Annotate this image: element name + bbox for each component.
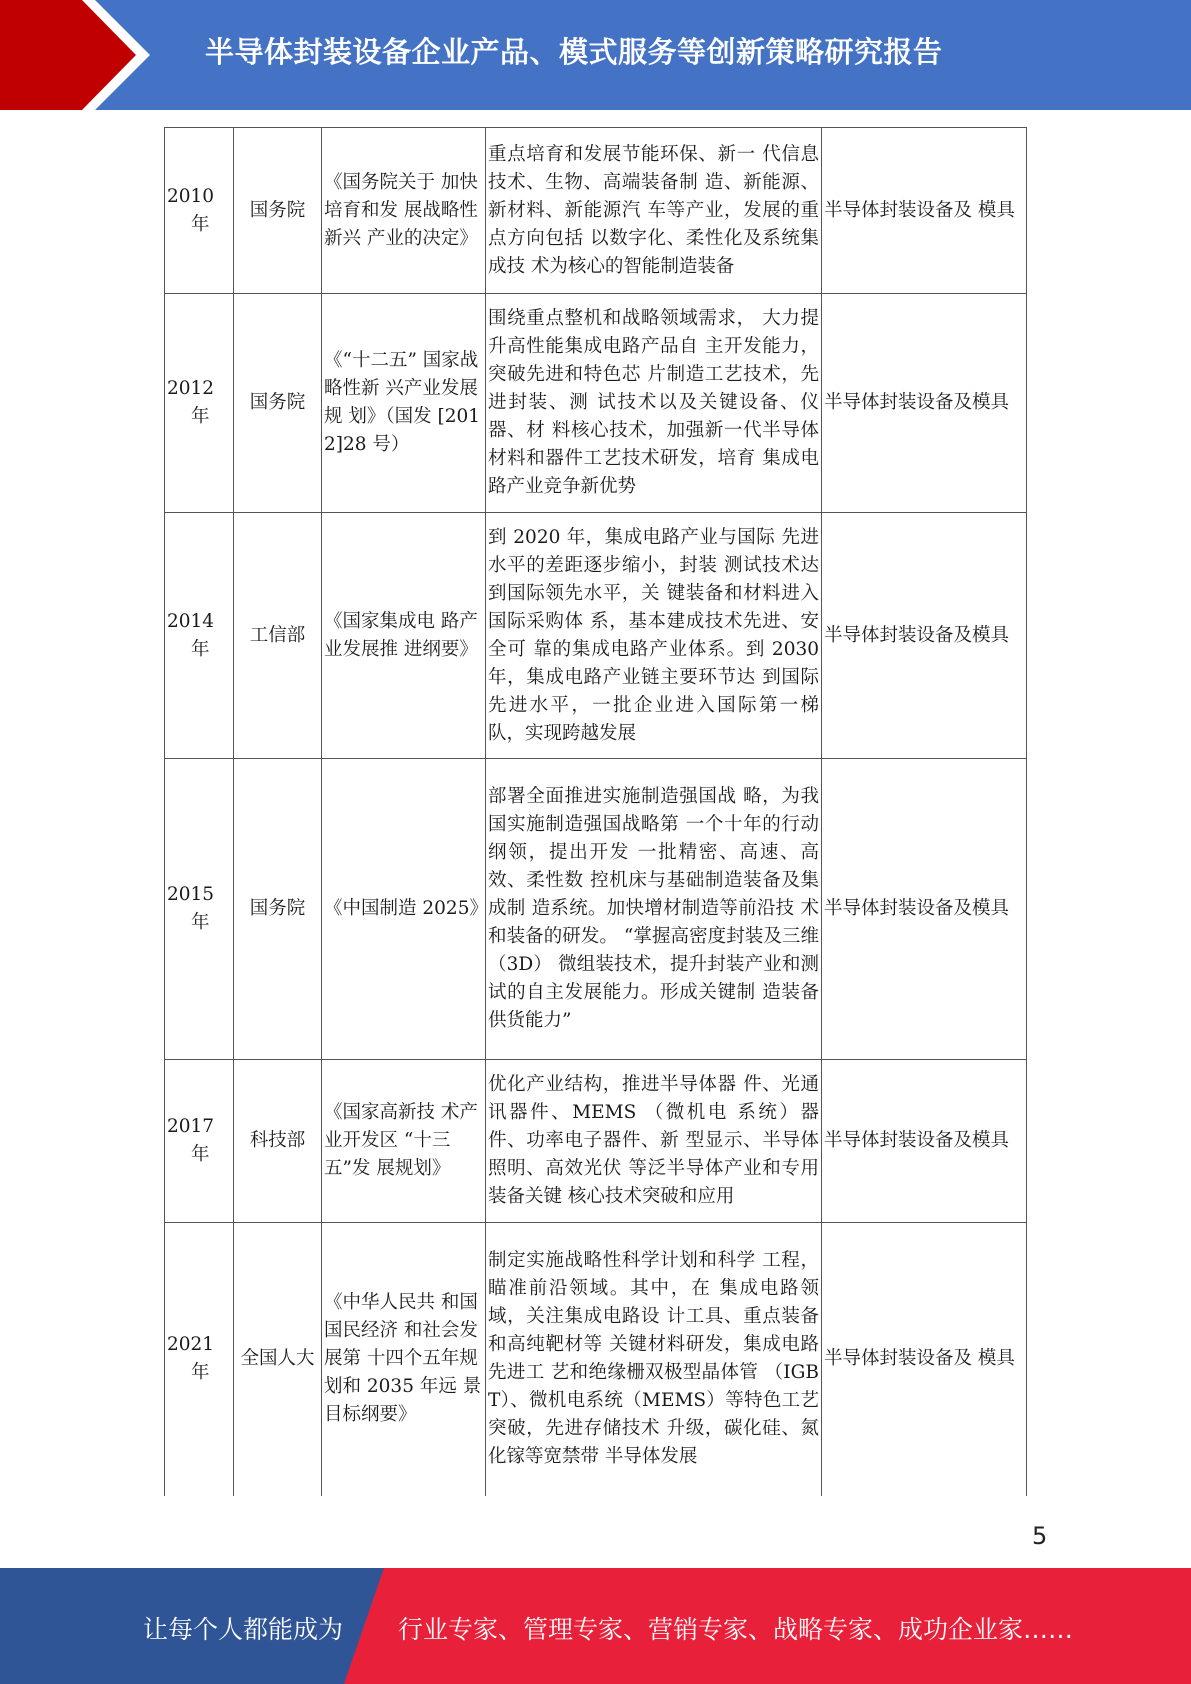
year-cell: 2012 年 <box>165 294 234 513</box>
department-cell: 国务院 <box>234 128 322 294</box>
page-header <box>0 0 1191 110</box>
table-row <box>165 128 1027 294</box>
table-row <box>165 513 1027 759</box>
year-cell: 2017 年 <box>165 1060 234 1223</box>
content-cell: 到 2020 年，集成电路产业与国际 先进水平的差距逐步缩小，封装 测试技术达到国际领先水平，关 键装备和材料进入国际采购体 系，基本建成技术先进、安全可 靠的集成电路产业体系。到 2030 年，集成电路产业链主要环节达 到国际先进水平，一批企业进入国际第一梯队，实现跨越发展 <box>486 513 822 759</box>
red-chevron-decoration <box>0 0 160 110</box>
table-row <box>165 294 1027 513</box>
field-cell: 半导体封装设备及模具 <box>822 759 1027 1060</box>
field-cell: 半导体封装设备及 模具 <box>822 1223 1027 1496</box>
footer-slogan-left: 让每个人都能成为 <box>143 1615 344 1644</box>
year-cell: 2010 年 <box>165 128 234 294</box>
footer-slogan-right: 行业专家、管理专家、营销专家、战略专家、成功企业家…… <box>398 1615 1074 1644</box>
content-cell: 围绕重点整机和战略领域需求， 大力提升高性能集成电路产品自 主开发能力，突破先进和特色芯 片制造工艺技术，先进封装、测 试技术以及关键设备、仪器、材 料核心技术，加强新一代半导体 材料和器件工艺技术研发，培育 集成电路产业竞争新优势 <box>486 294 822 513</box>
year-cell: 2021 年 <box>165 1223 234 1496</box>
department-cell: 科技部 <box>234 1060 322 1223</box>
document-cell: 《国家集成电 路产业发展推 进纲要》 <box>322 513 486 759</box>
table-row <box>165 759 1027 1060</box>
content-cell: 优化产业结构，推进半导体器 件、光通讯器件、MEMS （微机电 系统）器件、功率电子器件、新 型显示、半导体照明、高效光伏 等泛半导体产业和专用装备关键 核心技术突破和应用 <box>486 1060 822 1223</box>
document-cell: 《“十二五” 国家战略性新 兴产业发展规 划》（国发 [2012]28 号） <box>322 294 486 513</box>
document-cell: 《中国制造 2025》 <box>322 759 486 1060</box>
document-cell: 《国家高新技 术产业开发区 “十三五”发 展规划》 <box>322 1060 486 1223</box>
department-cell: 国务院 <box>234 294 322 513</box>
page-number: 5 <box>1032 1522 1048 1550</box>
document-cell: 《国务院关于 加快培育和发 展战略性新兴 产业的决定》 <box>322 128 486 294</box>
field-cell: 半导体封装设备及模具 <box>822 1060 1027 1223</box>
policy-table <box>164 127 1027 1496</box>
table-row <box>165 1060 1027 1223</box>
content-cell: 部署全面推进实施制造强国战 略，为我国实施制造强国战略第 一个十年的行动纲领，提出开发 一批精密、高速、高效、柔性数 控机床与基础制造装备及集成制 造系统。加快增材制造等前沿技 术和装备的研发。 “掌握高密度封装及三维（3D） 微组装技术，提升封装产业和测 试的自主发展能力。形成关键制 造装备供货能力” <box>486 759 822 1060</box>
page-footer <box>0 1568 1191 1684</box>
field-cell: 半导体封装设备及模具 <box>822 294 1027 513</box>
table-row <box>165 1223 1027 1496</box>
department-cell: 全国人大 <box>234 1223 322 1496</box>
department-cell: 国务院 <box>234 759 322 1060</box>
field-cell: 半导体封装设备及 模具 <box>822 128 1027 294</box>
field-cell: 半导体封装设备及模具 <box>822 513 1027 759</box>
document-cell: 《中华人民共 和国国民经济 和社会发展第 十四个五年规 划和 2035 年远 景目标纲要》 <box>322 1223 486 1496</box>
content-cell: 制定实施战略性科学计划和科学 工程，瞄准前沿领域。其中，在 集成电路领域，关注集成电路设 计工具、重点装备和高纯靶材等 关键材料研发，集成电路先进工 艺和绝缘栅双极型晶体管 （IGBT）、微机电系统（MEMS）等特色工艺突破，先进存储技术 升级，碳化硅、氮化镓等宽禁带 半导体发展 <box>486 1223 822 1496</box>
report-title: 半导体封装设备企业产品、模式服务等创新策略研究报告 <box>205 35 943 69</box>
department-cell: 工信部 <box>234 513 322 759</box>
year-cell: 2015 年 <box>165 759 234 1060</box>
content-cell: 重点培育和发展节能环保、新一 代信息技术、生物、高端装备制 造、新能源、新材料、新能源汽 车等产业，发展的重点方向包括 以数字化、柔性化及系统集成技 术为核心的智能制造装备 <box>486 128 822 294</box>
year-cell: 2014 年 <box>165 513 234 759</box>
